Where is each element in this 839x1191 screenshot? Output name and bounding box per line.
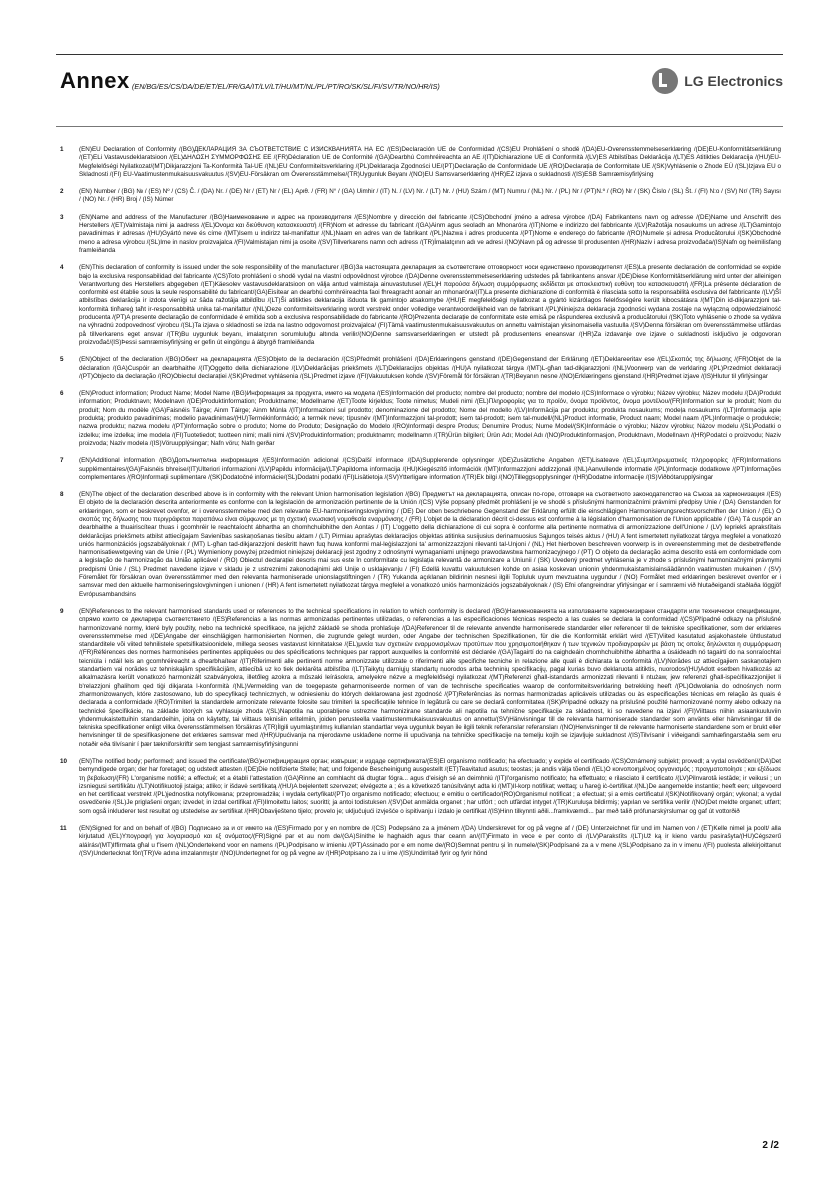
item-number: 10 xyxy=(60,758,68,765)
item-text: (EN)The notified body; performed; and issued the certificate/(BG)нотифициращия орган; извърши; и издаде сертификата/(ES)El organismo notificado; ha efectuado; y expide el certificado /(CS)Oznámený subjekt; provedl; a vydal osvědčení/(DA)Det bemyndigede organ; der har foretaget; og udstedt attesten /(DE)Die notifizierte Stelle; hat; und folgende Bescheinigung ausgestellt /(ET)Teavitatud asutus; teostas; ja andis välja tõendi /(EL)Ο κοινοποιημένος οργανισμός ; πραγματοποίησε ; και εξέδωσε τη βεβαίωση/(FR) L'organisme notifié; a effectué; et a établi l'attestation /(GA)Rinne an comhlacht dá dtugtar fógra... agus d'eisigh sé an deimhniú /(IT)l'organismo notificato; ha effettuato; e rilasciato il certificato /(LV)Pilnvarotā iestāde; ir veikusi ; un izsniegusi sertifikātu /(LT)Notifikuotoji įstaiga; atliko; ir išdavė sertifikatą /(HU)A bejelentett szervezet; elvégezte a ; és a következő tanúsítványt adta ki /(MT)Il-korp notifikat; wettaq; u ħareġ iċ-ċertifikat /(NL)De aangemelde instantie; heeft een; uitgevoerd en het certificaat verstrekt /(PL)jednostka notyfikowana; przeprowadziła; i wydała certyfikat/(PT)o organismo notificado; efectuou; e emitiu o certificado/(RO)Organismul notificat ; a efectuat; și a emis certificatul /(SK)Notifikovaný orgán; vykonal; a vydal osvedčenie /(SL)Je priglašeni organ; izvedel; in izdal certifikat /(FI)Ilmoitettu laitos; suoritti; ja antoi todistuksen /(SV)Det anmälda organet ; har utfört ; och utfärdat intyget /(TR)Kuruluşa bildirmiş; yapılan ve sertifika verilir /(NO)Det meldte organet; utført; som også inkluderer test resultat og utstedelse av sertifikat /(HR)Obaviješteno tijelo; provelo je; uključujući izvješće o ispitivanju i izdalo je certifikat /(IS)Hinn tilkynnti aðili...framkvæmdi... þar með talið prófunarskýrslumar og gaf út vottorðið xyxy=(79,758,781,815)
item-number: 5 xyxy=(60,356,64,364)
page-title: Annex xyxy=(60,68,130,93)
item-text: (EN)Product information; Product Name; Model Name /(BG)Информация за продукта, името на модела /(ES)Información del producto; nombre del producto; nombre del modelo /(CS)Informace o výrobku; Název výrobku; Název modelu /(DA)Produkt information; Produktnavn; Modelnavn /(DE)Produktinformation; Produktname; Modellname /(ET)Toote kirjeldus; Toote nimetus; Mudeli nimi /(EL)Πληροφορίες για το προϊόν, όνομα προϊόντος, όνομα μοντέλου/(FR)Information sur le produit; Nom du produit; Nom du modèle /(GA)Faisnéis Táirge; Ainm Táirge; Ainm Múnla /(IT)Informazioni sul prodotto; denominazione del prodotto; Nome del modello /(LV)Informācija par produktu; produkta nosaukums; modeļa nosaukums /(LT)Informacija apie produktą; produkto pavadinimas; modelio pavadinimas/(HU)Termékinformáció; a termék neve; típusnév /(MT)Informazzjoni tal-prodott; isem tal-prodott; isem tal-mudell/(NL)Product informatie, Product naam; Model naam /(PL)Informacje o produkcie; nazwa produktu; nazwa modelu /(PT)Informação sobre o produto; Nome do Produto; Designação do Modelo /(RO)Informații despre Produs; Denumire Produs; Nume Model/(SK)Informácie o výrobku; Názov výrobku; Názov modelu /(SL)Podatki o izdelku; ime izdelka; ime modela /(FI)Tuotetiedot; tuotteen nimi; malli nimi /(SV)Produktinformation; produktnamn; modellnamn /(TR)Ürün bilgileri; Ürün Adı; Model Adı /(NO)Produktinformasjon, Produktnavn, Modellnavn /(HR)Podatci o proizvodu; Naziv proizvoda; Naziv modela /(IS)Vöruupplýsingar; Nafn vöru; Nafn gerðar xyxy=(79,390,781,447)
brand-logo xyxy=(652,68,783,94)
item-text: (EN)Name and address of the Manufacturer /(BG)Наименование и адрес на производителя /(ES)Nombre y dirección del fabricante /(CS)Obchodní jméno a adresa výrobce /(DA) Fabrikantens navn og adresse /(DE)Name und Anschrift des Herstellers /(ET)Valmistaja nimi ja aadress /(EL)Όνομα και διεύθυνση κατασκευαστή /(FR)Nom et adresse du fabricant /(GA)Ainm agus seoladh an Mhonaróra /(IT)Nome e indirizzo del fabbricante /(LV)Ražotāja nosaukums un adrese /(LT)Gamintojo pavadinimas ir adresas /(HU)Gyártó neve és címe /(MT)Isem u indirizz tal-manifattur /(NL)Naam en adres van de fabrikant /(PL)Nazwa i adres producenta /(PT)Nome e endereço do fabricante /(RO)Numele și adresa Producătorului /(SK)Obchodné meno a adresa výrobcu /(SL)Ime in naslov proizvajalca /(FI)Valmistajan nimi ja osoite /(SV)Tillverkarens namn och adress /(TR)İmalatçının adı ve adresi /(NO)Navn på og adresse til produsenten /(HR)Naziv i adresa proizvođača/(IS)Nafn og heimilisfang framleiðanda xyxy=(79,213,781,254)
item-number: 3 xyxy=(60,213,64,221)
header-rule xyxy=(56,126,783,127)
declaration-item xyxy=(60,356,781,381)
item-text: (EN)Signed for and on behalf of /(BG) Подписано за и от името на /(ES)Firmado por y en nombre de /(CS) Podepsáno za a jménem /(DA) Underskrevet for og på vegne af / (DE) Unterzeichnet für und im Namen von / (ET)Kelle nimel ja poolt/ alla kirjutatud /(EL)Υπογραφή για λογαριασμό και εξ ονόματος/(FR)Signé par et au nom de/(GA)Sínithe le haghaidh agus thar ceann an/(IT)Firmato in vece e per conto di /(LV)Parakstīts /(LT)Už ką ir kieno vardu pasirašyta/(HU)Cégszerű aláírás/(MT)Iffirmata għal u f'isem /(NL)Ondertekend voor en namens /(PL)Podpisano w imieniu /(PT)Assinado por e em nome de/(RO)Semnat pentru și în numele/(SK)Podpísané za a v mene /(SL)Podpisano za in v imenu /(FI) puolesta allekirjoittanut /(SV)Undertecknat för/(TR)Ve adına imzalanmıştır /(NO)Undertegnet for og på vegne av /(HR)Potpisano za i u ime /(IS)Undirritað fyrir og fyrir hönd xyxy=(79,825,781,857)
item-text: (EN)Object of the declaration /(BG)Обект на декларацията /(ES)Objeto de la declaración /(CS)Předmět prohlášení /(DA)Erklæringens genstand /(DE)Gegenstand der Erklärung /(ET)Deklareeritav ese /(EL)Σκοπός της δήλωσης /(FR)Objet de la déclaration /(GA)Cuspóir an dearbhaithe /(IT)Oggetto della dichiarazione /(LV)Deklarācijas priekšmets /(LT)Deklaracijos objektas /(HU)A nyilatkozat tárgya /(MT)L-għan tad-dikjarazzjoni /(NL)Voorwerp van de verklaring /(PL)Przedmiot deklaracji /(PT)Objecto da declaração /(RO)Obiectul declarației /(SK)Predmet vyhlásenia /(SL)Predmet izjave /(FI)Vakuutuksen kohde /(SV)Föremål för försäkran /(TR)Beyanın nesne /(NO)Erklæringens gjenstand /(HR)Predmet izjave /(IS)Hlutur til yfirlýsingar xyxy=(79,356,781,380)
item-number: 9 xyxy=(60,607,64,615)
page-number: 2 /2 xyxy=(762,1140,779,1151)
declaration-item xyxy=(60,390,781,448)
item-text: (EN)References to the relevant harmonised standards used or references to the technical specifications in relation to which conformity is declared /(BG)Наименованията на използваните хармонизирани стандарти или технически спецификации, спрямо които се декларира съответствието /(ES)Referencias a las normas armonizadas pertinentes utilizadas, o referencias a las especificaciones técnicas respecto a las cuales se declara la conformidad /(CS)Případné odkazy na příslušné harmonizované normy, které byly použity, nebo na technické specifikace, na jejichž základě se shoda prohlašuje /(DA)Referencer til de relevante anvendte harmoniserede standarder eller referencer til de tekniske specifikationer, som der erklæres overensstemmelse med /(DE)Angabe der einschlägigen harmonisierten Normen, die zugrunde gelegt wurden, oder Angabe der technischen Spezifikationen, für die die Konformität erklärt wird /(ET)Viited kasutatud asjakohastele ühtlustatud standarditele või viited tehnilistele spetsifikatsioonidele, millega seoses vastavust kinnitatakse /(EL)μνεία των σχετικών εναρμονισμένων προτύπων που χρησιμοποιήθηκαν ή των τεχνικών προδιαγραφών με βάση τις οποίες δηλώνεται η συμμόρφωση /(FR)Références des normes harmonisées pertinentes appliquées ou des spécifications techniques par rapport auxquelles la conformité est déclarée /(GA)Tagairtí do na caighdeáin chomhchuibhithe ábhartha a úsáideadh nó tagairtí do na sonraíochtaí teicniúla i ndáil leis an gcomhréireacht a dhearbhaítear /(IT)Riferimenti alle pertinenti norme armonizzate utilizzate o riferimenti alle specifiche tecniche in relazione alle quali è dichiarata la conformità /(LV)Norādes uz attiecīgajiem saskaņotajiem standartiem vai norādes uz tehniskajām specifikācijām, attiecībā uz ko tiek deklarēta atbilstība /(LT)Taikytų darniųjų standartų nuorodos arba techninių specifikacijų, pagal kurias buvo deklaruota atitiktis, nuorodos/(HU)Adott esetben hivatkozás az alkalmazásra került vonatkozó harmonizált szabványokra, illetőleg azokra a műszaki leírásokra, amelyekre nézve a megfelelőségi nyilatkozat /(MT)Referenzi għall-istandards armonizzati rilevanti li ntużaw, jew referenzi għall-ispeċifikazzjonijiet li b'relazzjoni għalihom qed tiġi dikjarata l-konformità /(NL)Vermelding van de toegepaste geharmoniseerde normen of van de technische specificaties waarop de conformiteitsverklaring betrekking heeft /(PL)Odwołania do odnośnych norm zharmonizowanych, które zastosowano, lub do specyfikacji technicznych, w odniesieniu do których deklarowana jest zgodność /(PT)Referências às normas harmonizadas aplicáveis utilizadas ou às especificações técnicas em relação às quais é declarada a conformidade /(RO)Trimiteri la standardele armonizate relevante folosite sau trimiteri la specificațiile tehnice în legătură cu care se declară conformitatea /(SK)Prípadné odkazy na príslušné použité harmonizované normy alebo odkazy na technické špecifikácie, na základe ktorých sa vyhlasuje zhoda /(SL)Napotila na uporabljene ustrezne harmonizirane standarde ali napotila na tehnične specifikacije za skladnost, ki so navedene na izjavi /(FI)Viittaus niihin asiaankuuluviin yhdenmukaistettuihin standardeihin, joita on käytetty, tai viittaus teknisiin eritelmiin, joiden perusteella vaatimustenmukaisuusvakuutus on annettu/(SV)Hänvisningar till de relevanta harmoniserade standarder som använts eller hänvisningar till de tekniska specifikationer enligt vilka överensstämmelsen försäkras /(TR)İlgili uyumlaştırılmış kullanılan standartlar veya uygunluk beyan ile ilgili teknik referanslar referansları /(NO)Henvisninger til de relevante harmoniserte standardene som er brukt eller henvisninger til de spesifikasjonene det erklæres samsvar med /(HR)Upućivanja na mjerodavne usklađene norme ili upućivanja na tehničke specifikacije na temelju kojih se izjavljuje sukladnost /(IS)Tilvísanir í viðeigandi samhæfingarstaðla sem eru notaðir eða tilvísanir í þær tækniforskriftir sem tengjast samræmisyfirlýsingunni xyxy=(79,607,781,748)
item-text: (EN)The object of the declaration described above is in conformity with the relevant Union harmonisation legislation /(BG) Предметът на декларацията, описан по-горе, отговаря на съответното законодателство на Съюза за хармонизация /(ES) El objeto de la declaración descrita anteriormente es conforme con la legislación de armonización pertinente de la Unión /(CS) Výše popsaný předmět prohlášení je ve shodě s příslušnými harmonizačními právními předpisy Unie / (DA) Genstanden for erklæringen, som er beskrevet ovenfor, er i overensstemmelse med den relevante EU-harmoniseringslovgivning / (DE) Der oben beschriebene Gegenstand der Erklärung erfüllt die einschlägigen Harmonisierungsrechtsvorschriften der Union / (EL) Ο σκοπός της δήλωσης που περιγράφεται παραπάνω είναι σύμφωνος με τη σχετική ενωσιακή νομοθεσία εναρμόνισης / (FR) L'objet de la déclaration décrit ci-dessus est conforme à la législation d'harmonisation de l'Union applicable / (GA) Tá cuspóir an dearbhaithe a thuairiscítear thuas i gcomhréir le reachtaíocht ábhartha an chomhchuibhithe den Aontas / (IT) L'oggetto della dichiarazione di cui sopra è conforme alla pertinente normativa di armonizzazione dell'Unione / (LV) Iepriekš aprakstītais deklarācijas priekšmets atbilst attiecīgajam Savienības saskaņošanas tiesību aktam / (LT) Pirmiau aprašytas deklaracijos objektas atitinka susijusius derinamuosius Sąjungos teisės aktus / (HU) A fent ismertetett nyilatkozat tárgya megfelel a vonatkozó uniós harmonizációs jogszabályoknak / (MT) L-għan tad-dikjarazzjoni deskritt hawn fuq huwa konformi mal-leġislazzjoni ta' armonizzazzjoni rilevanti tal-Unjoni / (NL) Het hierboven beschreven voorwerp is in overeenstemming met de desbetreffende harmonisatiewetgeving van de Unie / (PL) Wymieniony powyżej przedmiot niniejszej deklaracji jest zgodny z odnośnymi wymaganiami unijnego prawodawstwa harmonizacyjnego / (PT) O objeto da declaração acima descrito está em conformidade com a legislação de harmonização da União aplicável / (RO) Obiectul declarației descris mai sus este în conformitate cu legislația relevantă de armonizare a Uniunii / (SK) Uvedený predmet vyhlásenia je v zhode s príslušnými harmonizačnými právnymi predpismi Únie / (SL) Predmet navedene izjave v skladu je z ustreznimi zakonodajnimi akti Unije o usklajevanju / (FI) Edellä kuvattu vakuutuksen kohde on asiaa koskevan unionin yhdenmukaistamislainsäädännön vaatimusten mukainen / (SV) Föremålet för försäkran ovan överensstämmer med den relevanta harmoniserade unionslagstiftningen / (TR) Yukarıda açıklanan bildirinin nesnesi ilgili Topluluk uyum mevzuatına uygundur / (NO) Formålet med erklæringen beskrevet ovenfor er i samsvar med den aktuelle harmoniseringslovgivningen i unionen / (HR) A fent ismertetett nyilatkozat tárgya megfelel a vonatkozó uniós harmonizációs jogszabályoknak / (IS) Efni ofangreindrar yfirlýsingar er í samræmi við hlutaðeigandi staðlaða löggjöf Evrópusambandsins xyxy=(79,491,781,598)
declaration-item xyxy=(60,188,781,205)
item-text: (EN) Number / (BG) № / (ES) Nº / (CS) Č. / (DA) Nr. / (DE) Nr / (ET) Nr / (EL) Αριθ. / (FR) N° / (GA) Uimhir / (IT) N. / (LV) Nr. / (LT) Nr. / (HU) Szám / (MT) Numru / (NL) Nr. / (PL) Nr / (PT)N.º / (RO) Nr / (SK) Číslo / (SL) Št. / (FI) N:o / (SV) Nr/ (TR) Sayısı / (NO) Nr. / (HR) Broj / (IS) Númer xyxy=(79,188,781,204)
item-number: 11 xyxy=(60,825,67,833)
item-number: 1 xyxy=(60,146,64,153)
item-text: (EN)EU Declaration of Conformity /(BG)ДЕКЛАРАЦИЯ ЗА СЪОТВЕТСТВИЕ С ИЗИСКВАНИЯТА НА ЕС /(ES)Declaración UE de Conformidad /(CS)EU Prohlášení o shodě /(DA)EU-Overensstemmelseserklæring /(DE)EU-Konformitätserklärung /(ET)ELi Vastavusdeklaratsioon /(EL)ΔΗΛΩΣΗ ΣΥΜΜΟΡΦΩΣΗΣ ΕΕ /(FR)Déclaration UE de Conformité /(GA)Dearbhú Comhréireachta an AE /(IT)Dichiarazione UE di Conformità /(LV)ES Atbilstības Deklarācija /(LT)ES Atitikties Deklaracija /(HU)EU-Megfelelőségi Nyilatkozat/(MT)Dikjarazzjoni Ta-Konformità Tal-UE /(NL)EU Conformiteitsverklaring /(PL)Deklaracja Zgodności UE/(PT)Declaração de Conformidade UE /(RO)Declarația de Conformitate UE /(SK)Vyhlásenie o Zhode EÚ /(SL)Izjava EU o Skladnosti /(FI) EU-Vaatimustenmukaisuusvakuutus /(SV)EU-Försäkran om Överensstämmelse/(TR)Uygunluk Beyanı /(NO)EU Samsvarserklæring /(HR)EZ izjava o sukladnosti /(IS)ESB Samræmisyfirlýsing xyxy=(79,146,781,178)
declaration-items xyxy=(60,146,781,867)
declaration-item xyxy=(60,608,781,749)
item-number: 8 xyxy=(60,491,64,499)
item-number: 6 xyxy=(60,390,64,398)
declaration-item xyxy=(60,146,781,179)
item-number: 2 xyxy=(60,188,64,196)
item-text: (EN)This declaration of conformity is issued under the sole responsibility of the manufacturer /(BG)За настоящата декларация за съответствие отговорност носи единствено производителят /(ES)La presente declaración de conformidad se expide bajo la exclusiva responsabilidad del fabricante /(CS)Toto prohlášení o shodě vydal na vlastní odpovědnost výrobce /(DA)Denne overensstemmelseserklæring udstedes på fabrikantens ansvar /(DE)Diese Konformitätserklärung wird unter der alleinigen Verantwortung des Herstellers abgegeben /(ET)Käesolev vastavusdeklaratsioon on välja antud valmistaja ainuvastutusel /(EL)Η παρούσα δήλωση συμμόρφωσης εκδίδεται με αποκλειστική ευθύνη του κατασκευαστή /(FR)La présente déclaration de conformité est établie sous la seule responsabilité du fabricant/(GA)Eisítear an dearbhú comhréireachta faoi fhreagracht aonair an mhonaróra/(IT)La presente dichiarazione di conformità è rilasciata sotto la responsabilità esclusiva del fabbricante /(LV)Šī atbilstības deklarācija ir izdota vienīgi uz šāda ražotāja atbildību /(LT)Ši atitikties deklaracija išduota tik gamintojo atsakomybe /(HU)E megfelelőségi nyilatkozat a gyártó kizárólagos felelősségére került kibocsátásra /(MT)Din id-dikjarazzjoni tal-konformità tinħareġ taħt ir-responsabbiltà unika tal-manifattur /(NL)Deze conformiteitsverklaring wordt verstrekt onder volledige verantwoordelijkheid van de fabrikant /(PL)Niniejsza deklaracja zgodności wydana zostaje na wyłączną odpowiedzialność producenta /(PT)A presente declaração de conformidade é emitida sob a exclusiva responsabilidade do fabricante /(RO)Prezenta declarație de conformitate este emisă pe răspunderea exclusivă a producătorului /(SK)Toto vyhlásenie o zhode sa vydáva na výhradnú zodpovednosť výrobcu /(SL)Ta izjava o skladnosti se izda na lastno odgovornost proizvajalca/ (FI)Tämä vaatimustenmukaisuusvakuutus on annettu valmistajan yksinomaisella vastuulla /(SV)Denna försäkran om överensstämmelse utfärdas på tillverkarens eget ansvar /(TR)Bu uygunluk beyanı, imalatçının sorumluluğu altında verilir/(NO)Denne samsvarserklæringen er utstedt på produsentens eneansvar /(HR)Za izdavanje ove izjave o sukladnosti isključivo je odgovoran proizvođač/(IS)Þessi samræmisyfirlýsing er gefin út eingöngu á ábyrgð framleiðanda xyxy=(79,264,782,346)
declaration-item xyxy=(60,825,781,858)
declaration-item xyxy=(60,264,781,347)
declaration-item xyxy=(60,457,781,482)
item-number: 4 xyxy=(60,264,64,272)
declaration-item xyxy=(60,214,781,255)
language-list: (EN/BG/ES/CS/DA/DE/ET/EL/FR/GA/IT/LV/LT/HU/MT/NL/PL/PT/RO/SK/SL/FI/SV/TR/NO/HR/IS) xyxy=(132,82,440,91)
lg-logo-icon xyxy=(652,68,678,94)
declaration-item xyxy=(60,758,781,816)
item-text: (EN)Additional information /(BG)Допълнителна информация /(ES)Información adicional /(CS)Další informace /(DA)Supplerende oplysninger /(DE)Zusätzliche Angaben /(ET)Lisateave /(EL)Συμπληρωματικές πληροφορίες /(FR)Informations supplémentaires/(GA)Faisnéis bhreise/(IT)Ulteriori informazioni /(LV)Papildu informācija/(LT)Papildoma informacija /(HU)Kiegészítő információk /(MT)Informazzjoni addizzjonali /(NL)Aanvullende informatie /(PL)Informacje dodatkowe /(PT)Informações complementares /(RO)Informații suplimentare /(SK)Dodatočné informácie/(SL)Dodatni podatki /(FI)Lisätietoja /(SV)Ytterligare information /(TR)Ek bilgi /(NO)Tilleggsopplysninger /(HR)Dodatne informacije /(IS)Viðbótarupplýsingar xyxy=(79,457,781,481)
brand-name: LG Electronics xyxy=(684,73,783,89)
declaration-item xyxy=(60,491,781,599)
top-rule xyxy=(56,54,783,55)
page-header xyxy=(60,68,783,108)
item-number: 7 xyxy=(60,457,64,465)
